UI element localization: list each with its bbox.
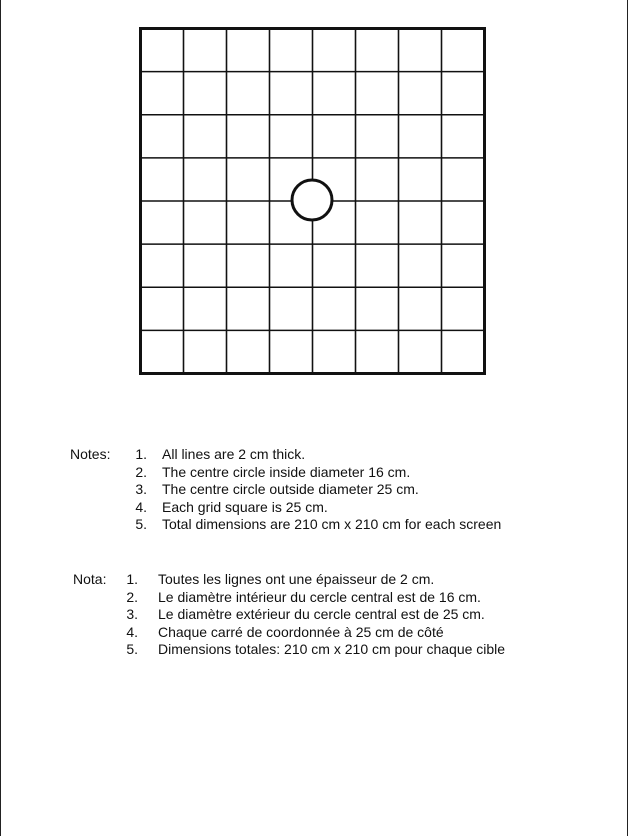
note-text: The centre circle outside diameter 25 cm. xyxy=(162,481,419,497)
nota-text: Le diamètre extérieur du cercle central est de 25 cm. xyxy=(158,606,485,622)
nota-number: 2. xyxy=(126,588,138,605)
note-number: 5. xyxy=(135,516,147,532)
nota-number: 5. xyxy=(126,641,138,657)
grid-target-diagram xyxy=(0,0,628,400)
note-number: 3. xyxy=(135,481,147,497)
nota-text: Le diamètre intérieur du cercle central est de 16 cm. xyxy=(158,588,481,605)
nota-label: Nota: xyxy=(73,571,107,587)
note-text: Each grid square is 25 cm. xyxy=(162,498,328,515)
note-text: The centre circle inside diameter 16 cm. xyxy=(162,463,411,480)
notes-label: Notes: xyxy=(70,446,111,462)
note-number: 4. xyxy=(135,498,147,515)
note-number: 2. xyxy=(135,463,147,480)
centre-circle xyxy=(292,180,332,220)
note-text: Total dimensions are 210 cm x 210 cm for each screen xyxy=(162,516,502,532)
nota-number: 3. xyxy=(126,606,138,622)
note-text: All lines are 2 cm thick. xyxy=(162,446,306,462)
nota-text: Chaque carré de coordonnée à 25 cm de côté xyxy=(158,623,444,640)
nota-text: Dimensions totales: 210 cm x 210 cm pour chaque cible xyxy=(158,641,506,657)
nota-number: 1. xyxy=(126,571,138,587)
nota-text: Toutes les lignes ont une épaisseur de 2 cm. xyxy=(158,571,435,587)
note-number: 1. xyxy=(135,446,147,462)
nota-number: 4. xyxy=(126,623,138,640)
